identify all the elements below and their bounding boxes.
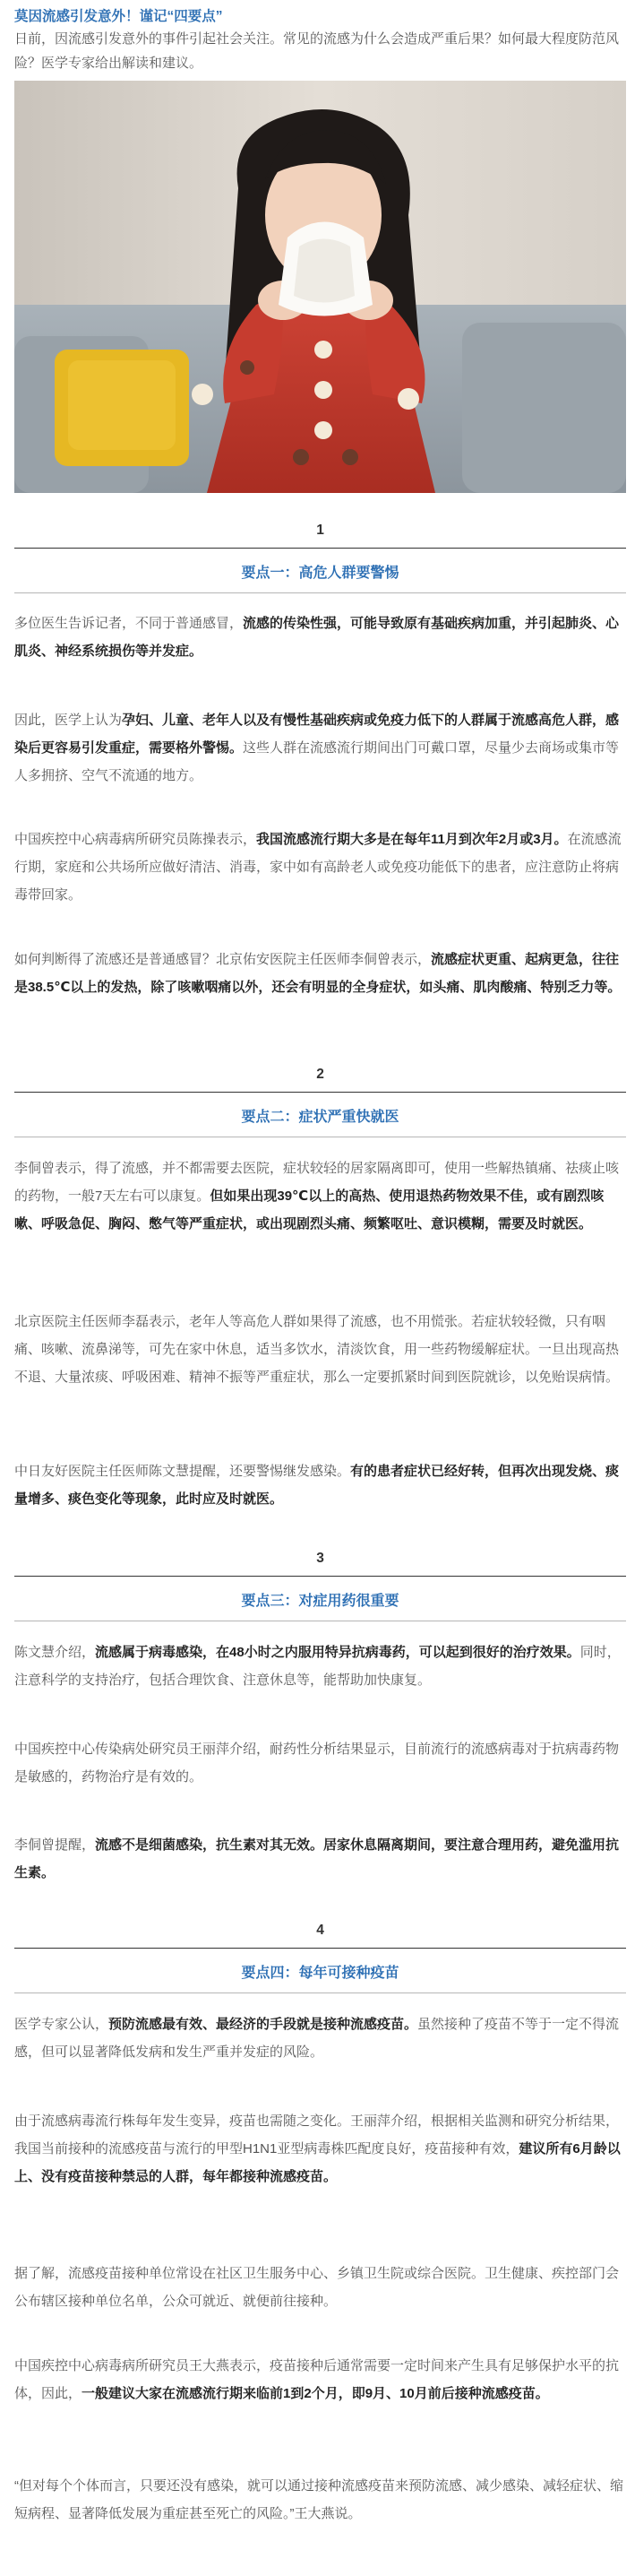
emphasis-text: 但如果出现39℃以上的高热、使用退热药物效果不佳，或有剧烈咳嗽、呼吸急促、胸闷、憋气等严重症状，或出现剧烈头痛、频繁呕吐、意识模糊，需要及时就医。 bbox=[14, 1189, 605, 1232]
emphasis-text: 我国流感流行期大多是在每年11月到次年2月或3月。 bbox=[256, 832, 568, 847]
section-divider bbox=[14, 1948, 626, 1949]
section-number: 2 bbox=[316, 1067, 324, 1082]
section-heading: 要点二：症状严重快就医 bbox=[241, 1110, 399, 1125]
paragraph bbox=[14, 2107, 626, 2191]
body-text: 李侗曾提醒， bbox=[14, 1837, 96, 1853]
emphasis-text: 流感症状更重、起病更急，往往是38.5℃以上的发热，除了咳嗽咽痛以外，还会有明显的全身症状，如头痛、肌肉酸痛、特别乏力等。 bbox=[14, 952, 622, 995]
section-divider bbox=[14, 1092, 626, 1093]
article-photo bbox=[14, 81, 626, 493]
section-heading: 要点四：每年可接种疫苗 bbox=[241, 1966, 399, 1981]
body-text: “但对每个个体而言，只要还没有感染，就可以通过接种流感疫苗来预防流感、减少感染、减轻症状、缩短病程、显著降低发展为重症甚至死亡的风险。”王大燕说。 bbox=[14, 2478, 623, 2521]
emphasis-text: 孕妇、儿童、老年人以及有慢性基础疾病或免疫力低下的人群属于流感高危人群，感染后更容易引发重症，需要格外警惕。 bbox=[14, 713, 620, 756]
body-text: 同时，注意科学的支持治疗，包括合理饮食、注意休息等，能帮助加快康复。 bbox=[14, 1645, 621, 1688]
paragraph bbox=[14, 2010, 626, 2066]
section-heading-divider bbox=[14, 592, 626, 593]
paragraph bbox=[14, 1638, 626, 1694]
section-heading: 要点一：高危人群要警惕 bbox=[241, 566, 399, 581]
paragraph bbox=[14, 826, 626, 909]
section-1 bbox=[14, 523, 626, 593]
paragraph bbox=[14, 2352, 626, 2407]
body-text: 北京医院主任医师李磊表示，老年人等高危人群如果得了流感，也不用慌张。若症状较轻微，只有咽痛、咳嗽、流鼻涕等，可先在家中休息，适当多饮水，清淡饮食，用一些药物缓解症状。一旦出现高热不退、大量浓痰、呼吸困难、精神不振等严重症状，那么一定要抓紧时间到医院就诊，以免贻误病情。 bbox=[14, 1314, 620, 1385]
paragraph bbox=[14, 2472, 626, 2528]
body-text: 因此，医学上认为 bbox=[14, 713, 123, 728]
paragraph bbox=[14, 1154, 626, 1238]
paragraph bbox=[14, 1308, 626, 1391]
section-3 bbox=[14, 1551, 626, 1621]
body-text: 多位医生告诉记者，不同于普通感冒， bbox=[14, 616, 244, 631]
article-title: 莫因流感引发意外！谨记“四要点” bbox=[14, 9, 223, 24]
section-2 bbox=[14, 1067, 626, 1137]
body-text: 据了解，流感疫苗接种单位常设在社区卫生服务中心、乡镇卫生院或综合医院。卫生健康、疾控部门会公布辖区接种单位名单，公众可就近、就便前往接种。 bbox=[14, 2266, 620, 2309]
body-text: 这些人群在流感流行期间出门可戴口罩，尽量少去商场或集市等人多拥挤、空气不流通的地方。 bbox=[14, 740, 620, 783]
body-text: 李侗曾表示，得了流感，并不都需要去医院，症状较轻的居家隔离即可，使用一些解热镇痛、祛痰止咳的药物，一般7天左右可以康复。 bbox=[14, 1161, 620, 1204]
paragraph bbox=[14, 1735, 626, 1791]
paragraph bbox=[14, 609, 626, 665]
emphasis-text: 流感的传染性强，可能导致原有基础疾病加重，并引起肺炎、心肌炎、神经系统损伤等并发症。 bbox=[14, 616, 620, 659]
body-text: 虽然接种了疫苗不等于一定不得流感，但可以显著降低发病和发生严重并发症的风险。 bbox=[14, 2017, 620, 2060]
paragraph bbox=[14, 1457, 626, 1513]
article-intro: 日前，因流感引发意外的事件引起社会关注。常见的流感为什么会造成严重后果？如何最大程度防范风险？医学专家给出解读和建议。 bbox=[14, 31, 620, 71]
emphasis-text: 流感不是细菌感染，抗生素对其无效。居家休息隔离期间，要注意合理用药，避免滥用抗生素。 bbox=[14, 1837, 620, 1880]
body-text: 如何判断得了流感还是普通感冒？北京佑安医院主任医师李侗曾表示， bbox=[14, 952, 432, 967]
emphasis-text: 一般建议大家在流感流行期来临前1到2个月，即9月、10月前后接种流感疫苗。 bbox=[82, 2386, 549, 2401]
emphasis-text: 有的患者症状已经好转，但再次出现发烧、痰量增多、痰色变化等现象，此时应及时就医。 bbox=[14, 1464, 620, 1507]
body-text: 中国疾控中心传染病处研究员王丽萍介绍，耐药性分析结果显示，目前流行的流感病毒对于抗病毒药物是敏感的，药物治疗是有效的。 bbox=[14, 1742, 620, 1785]
body-text: 由于流感病毒流行株每年发生变异，疫苗也需随之变化。王丽萍介绍，根据相关监测和研究分析结果，我国当前接种的流感疫苗与流行的甲型H1N1亚型病毒株匹配度良好，疫苗接种有效， bbox=[14, 2114, 620, 2157]
emphasis-text: 流感属于病毒感染，在48小时之内服用特异抗病毒药，可以起到很好的治疗效果。 bbox=[95, 1645, 580, 1660]
body-text: 中国疾控中心病毒病所研究员陈操表示， bbox=[14, 832, 257, 847]
emphasis-text: 建议所有6月龄以上、没有疫苗接种禁忌的人群，每年都接种流感疫苗。 bbox=[14, 2141, 621, 2184]
paragraph bbox=[14, 2260, 626, 2315]
section-number: 4 bbox=[316, 1923, 324, 1938]
body-text: 中国疾控中心病毒病所研究员王大燕表示，疫苗接种后通常需要一定时间来产生具有足够保护水平的抗体，因此， bbox=[14, 2358, 620, 2401]
section-number: 3 bbox=[316, 1551, 324, 1566]
paragraph bbox=[14, 1831, 626, 1887]
body-text: 医学专家公认， bbox=[14, 2017, 109, 2032]
body-text: 中日友好医院主任医师陈文慧提醒，还要警惕继发感染。 bbox=[14, 1464, 351, 1479]
section-4 bbox=[14, 1923, 626, 1993]
section-divider bbox=[14, 548, 626, 549]
article bbox=[14, 7, 626, 2521]
emphasis-text: 预防流感最有效、最经济的手段就是接种流感疫苗。 bbox=[108, 2017, 418, 2032]
paragraph bbox=[14, 706, 626, 790]
body-text: 在流感流行期，家庭和公共场所应做好清洁、消毒，家中如有高龄老人或免疫功能低下的患者，应注意防止将病毒带回家。 bbox=[14, 832, 622, 903]
section-number: 1 bbox=[316, 523, 324, 538]
section-heading: 要点三：对症用药很重要 bbox=[241, 1594, 399, 1609]
body-text: 陈文慧介绍， bbox=[14, 1645, 96, 1660]
paragraph bbox=[14, 946, 626, 1001]
section-divider bbox=[14, 1576, 626, 1577]
